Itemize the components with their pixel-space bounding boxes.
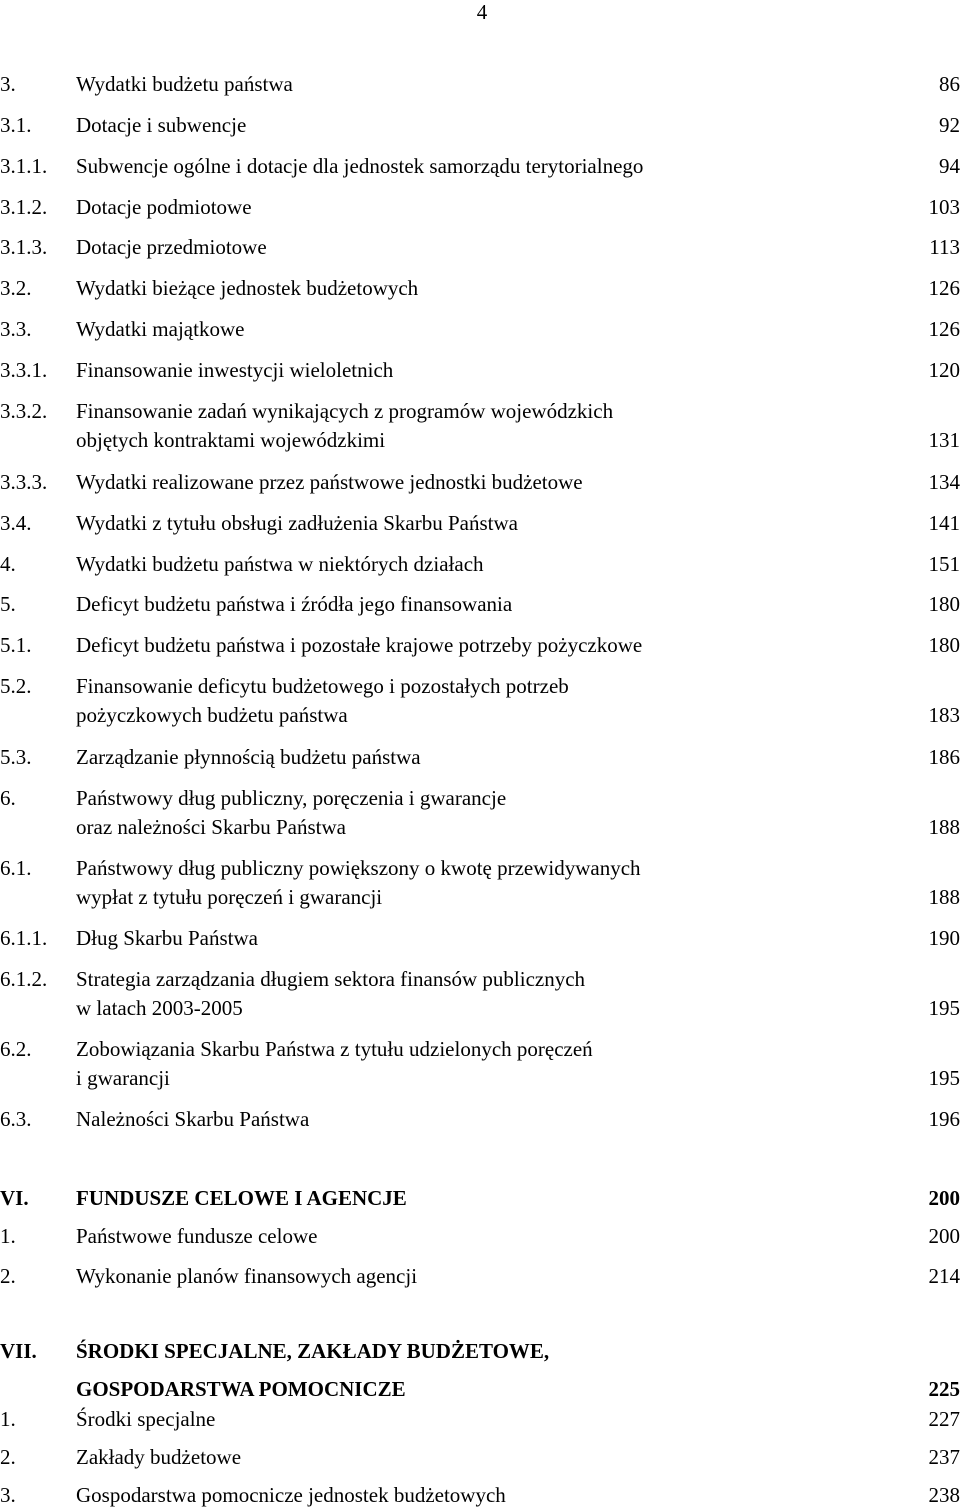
toc-entry-title-line: Wydatki majątkowe [76,315,876,344]
toc-entry-title [76,509,876,538]
toc-entry-page: 126 [929,315,960,344]
toc-entry-title-line: Państwowy dług publiczny powiększony o kwotę przewidywanych [76,854,876,883]
toc-entry [0,152,960,181]
toc-entry-page: 188 [929,813,960,842]
toc-entry-title [76,1443,876,1472]
page-number: 4 [472,0,492,24]
toc-entry-page: 94 [939,152,960,181]
toc-entry [0,468,960,497]
toc-entry-page: 180 [929,590,960,619]
toc-entry-title [76,70,876,99]
toc-entry-number: 6.1.1. [0,924,47,953]
toc-entry-title-line: Wydatki budżetu państwa w niektórych działach [76,550,876,579]
toc-entry [0,743,960,772]
toc-entry-page: 238 [929,1481,960,1510]
toc-entry [0,70,960,99]
toc-entry [0,1262,960,1291]
toc-entry-page: 190 [929,924,960,953]
toc-entry-number: 6.3. [0,1105,32,1134]
toc-entry-title [76,590,876,619]
toc-entry-title-line: Finansowanie deficytu budżetowego i pozostałych potrzeb [76,672,876,701]
toc-entry-number: 3.1.1. [0,152,47,181]
toc-entry-page: 120 [929,356,960,385]
toc-entry-page: 188 [929,883,960,912]
toc-entry-number: 1. [0,1222,16,1251]
toc-entry-page: 103 [929,193,960,222]
toc-entry-page: 126 [929,274,960,303]
toc-entry-page: 225 [929,1370,960,1408]
toc-entry-title-line: FUNDUSZE CELOWE I AGENCJE [76,1184,876,1213]
toc-entry [0,1222,960,1251]
toc-entry-title-line: Finansowanie zadań wynikających z programów wojewódzkich [76,397,876,426]
toc-entry-title-line: i gwarancji [76,1064,876,1093]
toc-entry [0,924,960,953]
toc-entry-page: 86 [939,70,960,99]
toc-entry-number: 3.3.3. [0,468,47,497]
toc-entry-title-line: Środki specjalne [76,1405,876,1434]
toc-entry-title-line: Dotacje przedmiotowe [76,233,876,262]
toc-entry-title-line: Wydatki budżetu państwa [76,70,876,99]
toc-entry [0,356,960,385]
toc-entry-title [76,784,876,842]
toc-entry-title [76,397,876,455]
toc-entry-number: 6. [0,784,16,813]
toc-entry-title-line: Dług Skarbu Państwa [76,924,876,953]
toc-entry-title-line: Gospodarstwa pomocnicze jednostek budżetowych [76,1481,876,1510]
toc-entry-page: 195 [929,994,960,1023]
toc-entry-page: 92 [939,111,960,140]
toc-entry-title-line: Zarządzanie płynnością budżetu państwa [76,743,876,772]
toc-entry-page: 200 [929,1184,960,1213]
toc-entry-title [76,672,876,730]
toc-entry-page: 180 [929,631,960,660]
toc-entry [0,854,960,912]
toc-entry-title-line: Zakłady budżetowe [76,1443,876,1472]
toc-entry [0,784,960,842]
toc-entry [0,397,960,455]
toc-entry-number: 3. [0,1481,16,1510]
toc-entry-title-line: Wydatki realizowane przez państwowe jednostki budżetowe [76,468,876,497]
toc-entry-title [76,1184,876,1213]
toc-entry-title-line: Należności Skarbu Państwa [76,1105,876,1134]
toc-entry-title [76,233,876,262]
toc-entry-page: 131 [929,426,960,455]
toc-entry [0,550,960,579]
toc-entry-title-line: Zobowiązania Skarbu Państwa z tytułu udzielonych poręczeń [76,1035,876,1064]
toc-entry-title [76,152,876,181]
toc-entry-title-line: Wydatki bieżące jednostek budżetowych [76,274,876,303]
toc-entry-title-line: GOSPODARSTWA POMOCNICZE [76,1370,876,1408]
toc-entry-number: 6.1. [0,854,32,883]
toc-entry-title-line: objętych kontraktami wojewódzkimi [76,426,876,455]
toc-entry-title [76,468,876,497]
toc-entry [0,509,960,538]
toc-entry-page: 200 [929,1222,960,1251]
toc-entry-title [76,111,876,140]
toc-entry-title-line: Dotacje podmiotowe [76,193,876,222]
toc-entry [0,315,960,344]
toc-entry-page: 227 [929,1405,960,1434]
toc-entry [0,1035,960,1093]
toc-entry-page: 196 [929,1105,960,1134]
toc-entry-number: 3.3.1. [0,356,47,385]
toc-entry-number: 5.1. [0,631,32,660]
toc-entry [0,672,960,730]
toc-entry-page: 186 [929,743,960,772]
toc-entry-title-line: Wykonanie planów finansowych agencji [76,1262,876,1291]
toc-entry-page: 134 [929,468,960,497]
toc-entry-title-line: Finansowanie inwestycji wieloletnich [76,356,876,385]
toc-entry-title [76,356,876,385]
toc-entry-title [76,854,876,912]
toc-entry-title [76,1262,876,1291]
toc-entry-title [76,743,876,772]
toc-entry [0,193,960,222]
toc-entry [0,965,960,1023]
toc-entry-page: 237 [929,1443,960,1472]
toc-entry [0,1481,960,1510]
toc-entry-number: 3.4. [0,509,32,538]
toc-entry-title [76,1332,876,1408]
toc-entry-number: 3.1.2. [0,193,47,222]
toc-entry-title-line: pożyczkowych budżetu państwa [76,701,876,730]
toc-entry-title [76,274,876,303]
toc-entry-title-line: Dotacje i subwencje [76,111,876,140]
toc-entry-page: 141 [929,509,960,538]
toc-entry-page: 183 [929,701,960,730]
toc-entry-page: 151 [929,550,960,579]
toc-entry-title [76,1035,876,1093]
toc-entry-title-line: w latach 2003-2005 [76,994,876,1023]
toc-entry-title-line: Państwowy dług publiczny, poręczenia i gwarancje [76,784,876,813]
toc-entry [0,274,960,303]
toc-entry-number: 3.1.3. [0,233,47,262]
toc-entry-title [76,1105,876,1134]
toc-entry [0,1405,960,1434]
toc-entry-number: 3. [0,70,16,99]
toc-entry-title [76,315,876,344]
toc-entry [0,631,960,660]
toc-entry-title-line: Deficyt budżetu państwa i źródła jego finansowania [76,590,876,619]
toc-entry-title-line: ŚRODKI SPECJALNE, ZAKŁADY BUDŻETOWE, [76,1332,876,1370]
toc-entry-title-line: Deficyt budżetu państwa i pozostałe krajowe potrzeby pożyczkowe [76,631,876,660]
toc-entry-number: 6.2. [0,1035,32,1064]
toc-entry [0,590,960,619]
toc-entry-number: 2. [0,1262,16,1291]
toc-entry-title-line: wypłat z tytułu poręczeń i gwarancji [76,883,876,912]
toc-entry-title-line: Wydatki z tytułu obsługi zadłużenia Skarbu Państwa [76,509,876,538]
toc-entry [0,1105,960,1134]
toc-entry-number: 1. [0,1405,16,1434]
toc-entry-number: 3.1. [0,111,32,140]
toc-entry-page: 214 [929,1262,960,1291]
toc-entry-number: 6.1.2. [0,965,47,994]
toc-entry-title-line: oraz należności Skarbu Państwa [76,813,876,842]
toc-entry-title [76,924,876,953]
toc-entry-number: 2. [0,1443,16,1472]
toc-entry-number: 3.3. [0,315,32,344]
toc-entry [0,233,960,262]
toc-entry-title [76,965,876,1023]
toc-entry-number: 4. [0,550,16,579]
toc-entry [0,1184,960,1213]
toc-entry [0,1443,960,1472]
toc-entry-title [76,1405,876,1434]
toc-entry [0,1332,960,1408]
toc-entry-number: 3.3.2. [0,397,47,426]
toc-entry-number: 3.2. [0,274,32,303]
toc-entry-title [76,1222,876,1251]
toc-entry-page: 195 [929,1064,960,1093]
toc-entry-number: VII. [0,1332,37,1370]
toc-entry-title [76,631,876,660]
toc-entry-title [76,550,876,579]
toc-entry-title [76,193,876,222]
toc-entry-number: 5. [0,590,16,619]
toc-entry [0,111,960,140]
toc-entry-number: 5.2. [0,672,32,701]
toc-entry-number: 5.3. [0,743,32,772]
toc-entry-page: 113 [929,233,960,262]
toc-entry-title-line: Strategia zarządzania długiem sektora finansów publicznych [76,965,876,994]
toc-entry-number: VI. [0,1184,29,1213]
toc-entry-title [76,1481,876,1510]
toc-entry-title-line: Subwencje ogólne i dotacje dla jednostek samorządu terytorialnego [76,152,876,181]
toc-entry-title-line: Państwowe fundusze celowe [76,1222,876,1251]
